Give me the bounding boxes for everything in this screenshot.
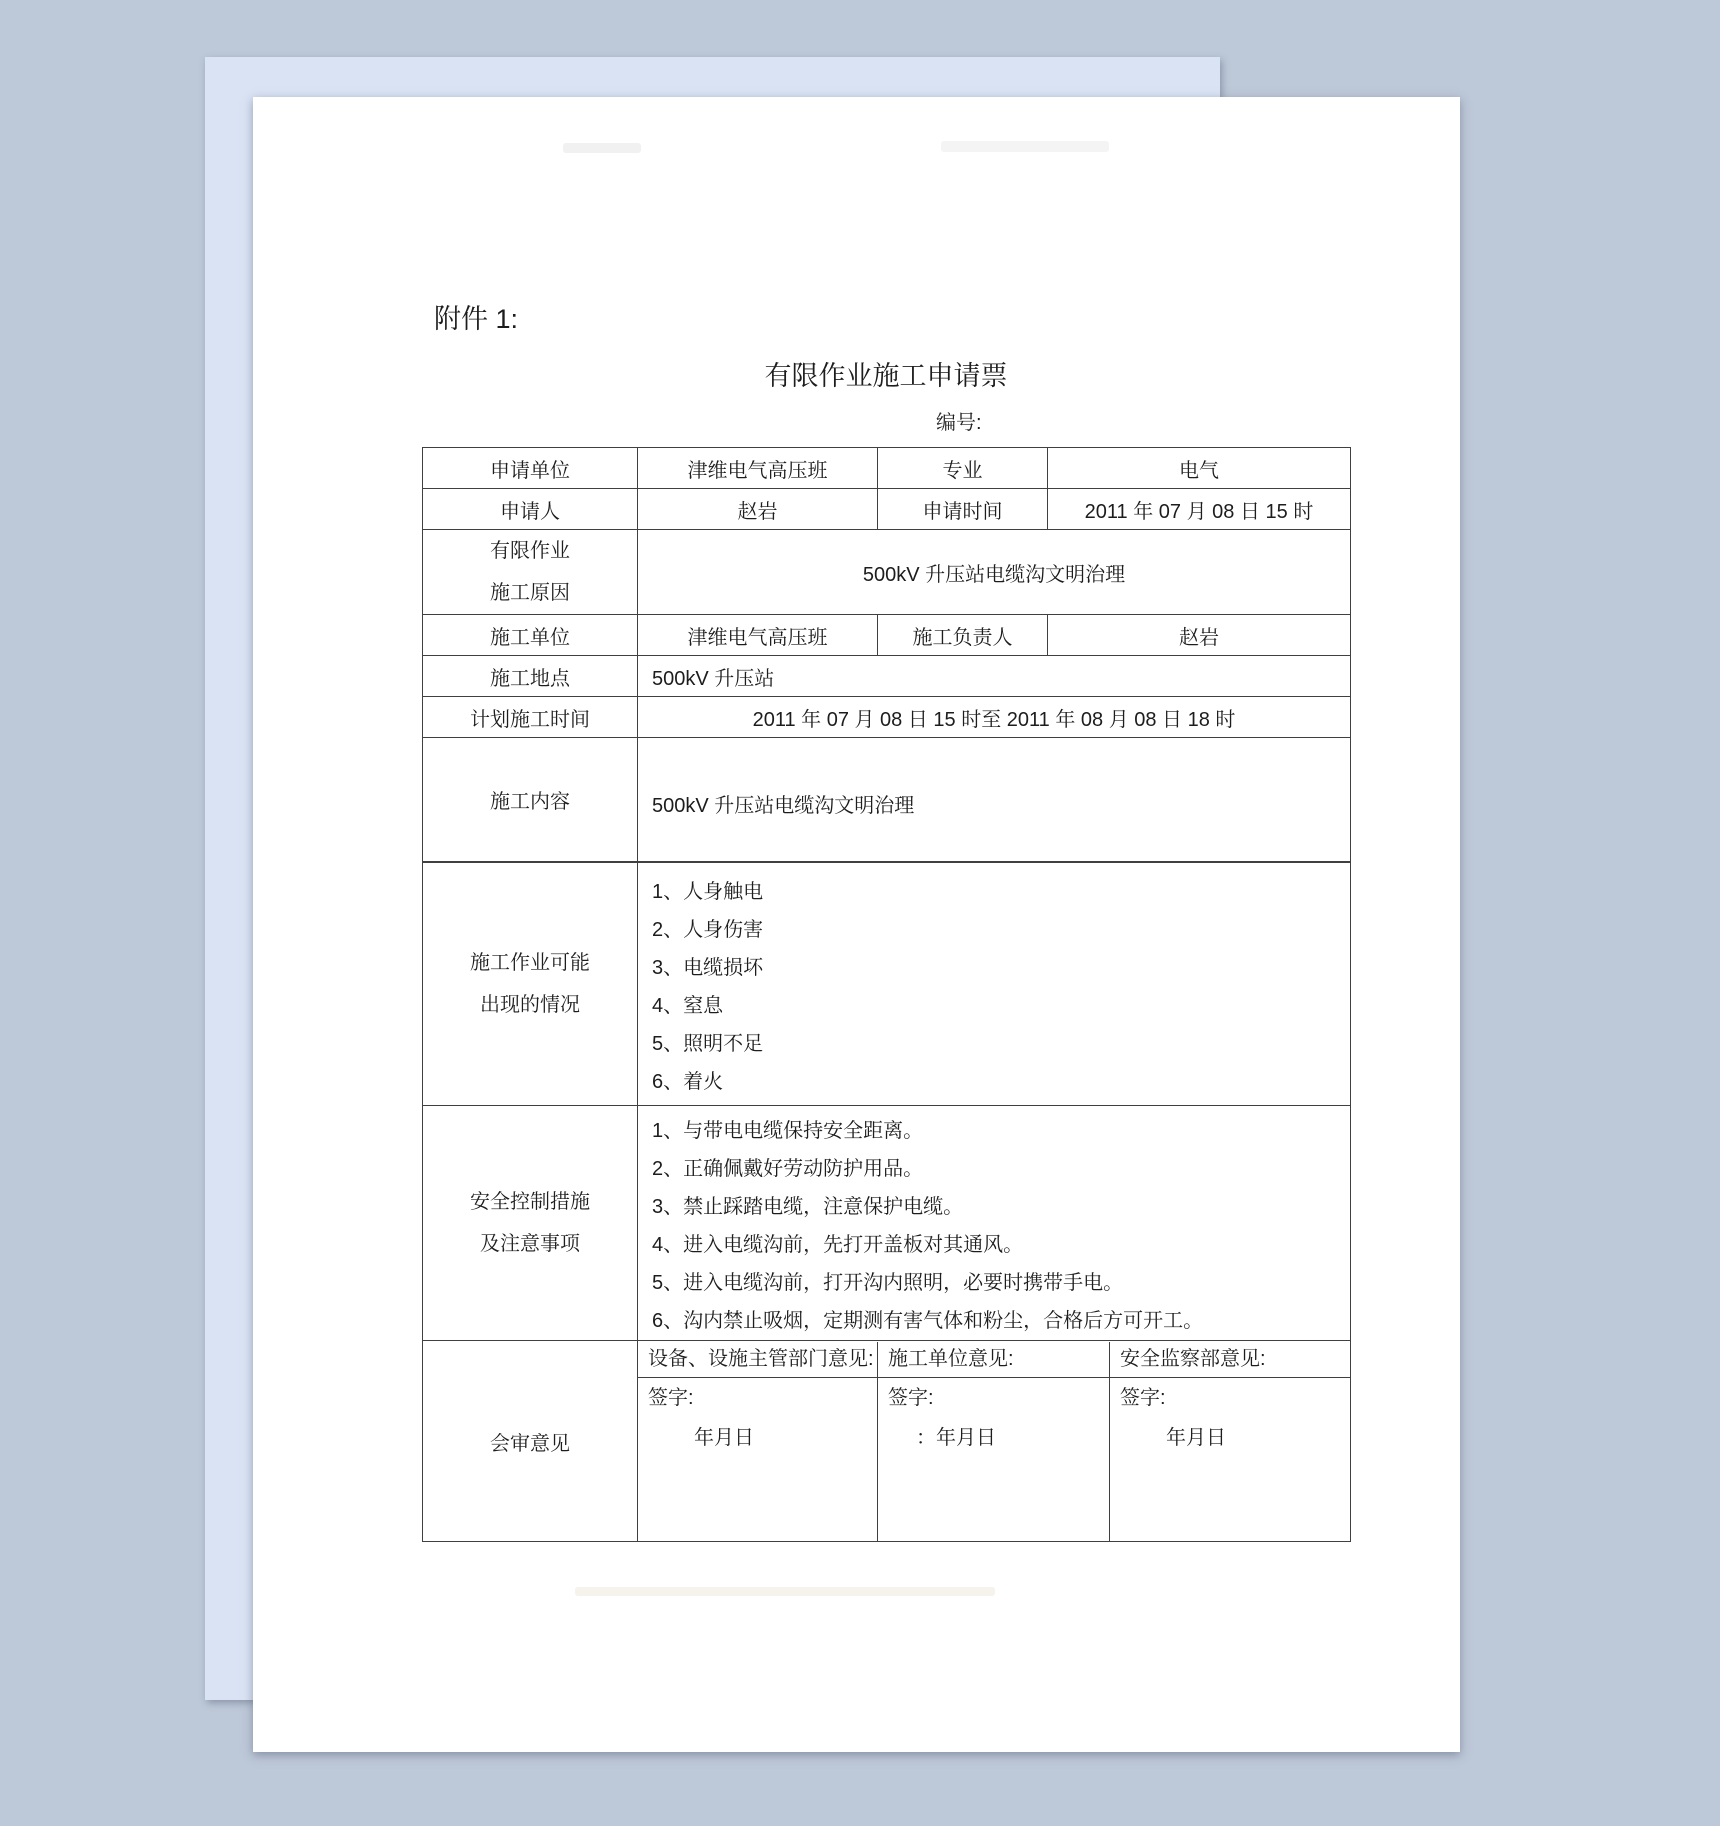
row-reason: [423, 530, 1351, 615]
scan-smudge: [575, 1587, 995, 1596]
date-placeholder: 年月日: [1166, 1426, 1226, 1449]
risk-item: 1、人身触电: [652, 880, 764, 903]
review-col-safety-dept: [1110, 1342, 1350, 1541]
review-header: 设备、设施主管部门意见:: [638, 1342, 877, 1378]
review-grid: [638, 1342, 1350, 1541]
review-header: 安全监察部意见:: [1110, 1342, 1350, 1378]
field-value-risks: [638, 862, 1351, 1106]
field-label-location: 施工地点: [423, 656, 638, 697]
field-value-content: 500kV 升压站电缆沟文明治理: [638, 738, 1351, 862]
field-value-applicant: 赵岩: [638, 489, 878, 530]
measure-item: 5、进入电缆沟前，打开沟内照明，必要时携带手电。: [652, 1272, 1124, 1294]
row-content: [423, 738, 1351, 862]
application-form-table: [422, 447, 1351, 1542]
row-risks: [423, 862, 1351, 1106]
signature-label: 签字:: [1120, 1386, 1166, 1409]
row-construction-unit: [423, 615, 1351, 656]
review-col-construction-unit: [878, 1342, 1110, 1541]
risk-item: 5、照明不足: [652, 1032, 764, 1055]
review-header: 施工单位意见:: [878, 1342, 1109, 1378]
risk-item: 6、着火: [652, 1070, 724, 1093]
field-label-risks: 施工作业可能 出现的情况: [423, 862, 638, 1106]
risk-item: 3、电缆损坏: [652, 956, 764, 979]
field-label-applicant: 申请人: [423, 489, 638, 530]
field-value-apply-time: 2011 年 07 月 08 日 15 时: [1048, 489, 1351, 530]
field-value-measures: [638, 1106, 1351, 1341]
row-planned-time: [423, 697, 1351, 738]
page-title: 有限作业施工申请票: [764, 361, 1008, 391]
field-label-applicant-unit: 申请单位: [423, 448, 638, 489]
scan-smudge: [941, 141, 1109, 152]
field-label-content: 施工内容: [423, 738, 638, 862]
signature-label: 签字:: [648, 1386, 694, 1409]
attachment-label: 附件 1:: [434, 304, 519, 334]
document-page: [253, 97, 1460, 1752]
field-label-planned-time: 计划施工时间: [423, 697, 638, 738]
field-label-construction-unit: 施工单位: [423, 615, 638, 656]
row-measures: [423, 1106, 1351, 1341]
measure-item: 1、与带电电缆保持安全距离。: [652, 1120, 924, 1142]
field-value-location: 500kV 升压站: [638, 656, 1351, 697]
row-applicant: [423, 489, 1351, 530]
date-placeholder: ：年月日: [916, 1426, 996, 1449]
field-label-specialty: 专业: [878, 448, 1048, 489]
field-value-specialty: 电气: [1048, 448, 1351, 489]
scan-smudge: [563, 143, 641, 153]
measure-item: 3、禁止踩踏电缆，注意保护电缆。: [652, 1196, 964, 1218]
field-value-applicant-unit: 津维电气高压班: [638, 448, 878, 489]
row-location: [423, 656, 1351, 697]
field-value-construction-unit: 津维电气高压班: [638, 615, 878, 656]
row-applicant-unit: [423, 448, 1351, 489]
measure-item: 4、进入电缆沟前，先打开盖板对其通风。: [652, 1234, 1024, 1256]
field-value-construction-leader: 赵岩: [1048, 615, 1351, 656]
risk-item-list: [638, 867, 1350, 1101]
field-value-reason: 500kV 升压站电缆沟文明治理: [638, 530, 1351, 615]
signature-label: 签字:: [888, 1386, 934, 1409]
field-label-measures: 安全控制措施 及注意事项: [423, 1106, 638, 1341]
field-label-review: 会审意见: [423, 1341, 638, 1542]
date-placeholder: 年月日: [694, 1426, 754, 1449]
field-label-construction-leader: 施工负责人: [878, 615, 1048, 656]
risk-item: 2、人身伤害: [652, 918, 764, 941]
field-value-planned-time: 2011 年 07 月 08 日 15 时至 2011 年 08 月 08 日 18 时: [638, 697, 1351, 738]
review-opinions-area: [638, 1341, 1351, 1542]
measure-item: 6、沟内禁止吸烟，定期测有害气体和粉尘，合格后方可开工。: [652, 1310, 1204, 1332]
serial-number-label: 编号:: [936, 412, 982, 434]
risk-item: 4、窒息: [652, 994, 724, 1017]
measure-item: 2、正确佩戴好劳动防护用品。: [652, 1158, 924, 1180]
review-col-equipment-dept: [638, 1342, 878, 1541]
measure-item-list: [638, 1106, 1350, 1340]
field-label-apply-time: 申请时间: [878, 489, 1048, 530]
row-review: [423, 1341, 1351, 1542]
field-label-reason: 有限作业 施工原因: [423, 530, 638, 615]
